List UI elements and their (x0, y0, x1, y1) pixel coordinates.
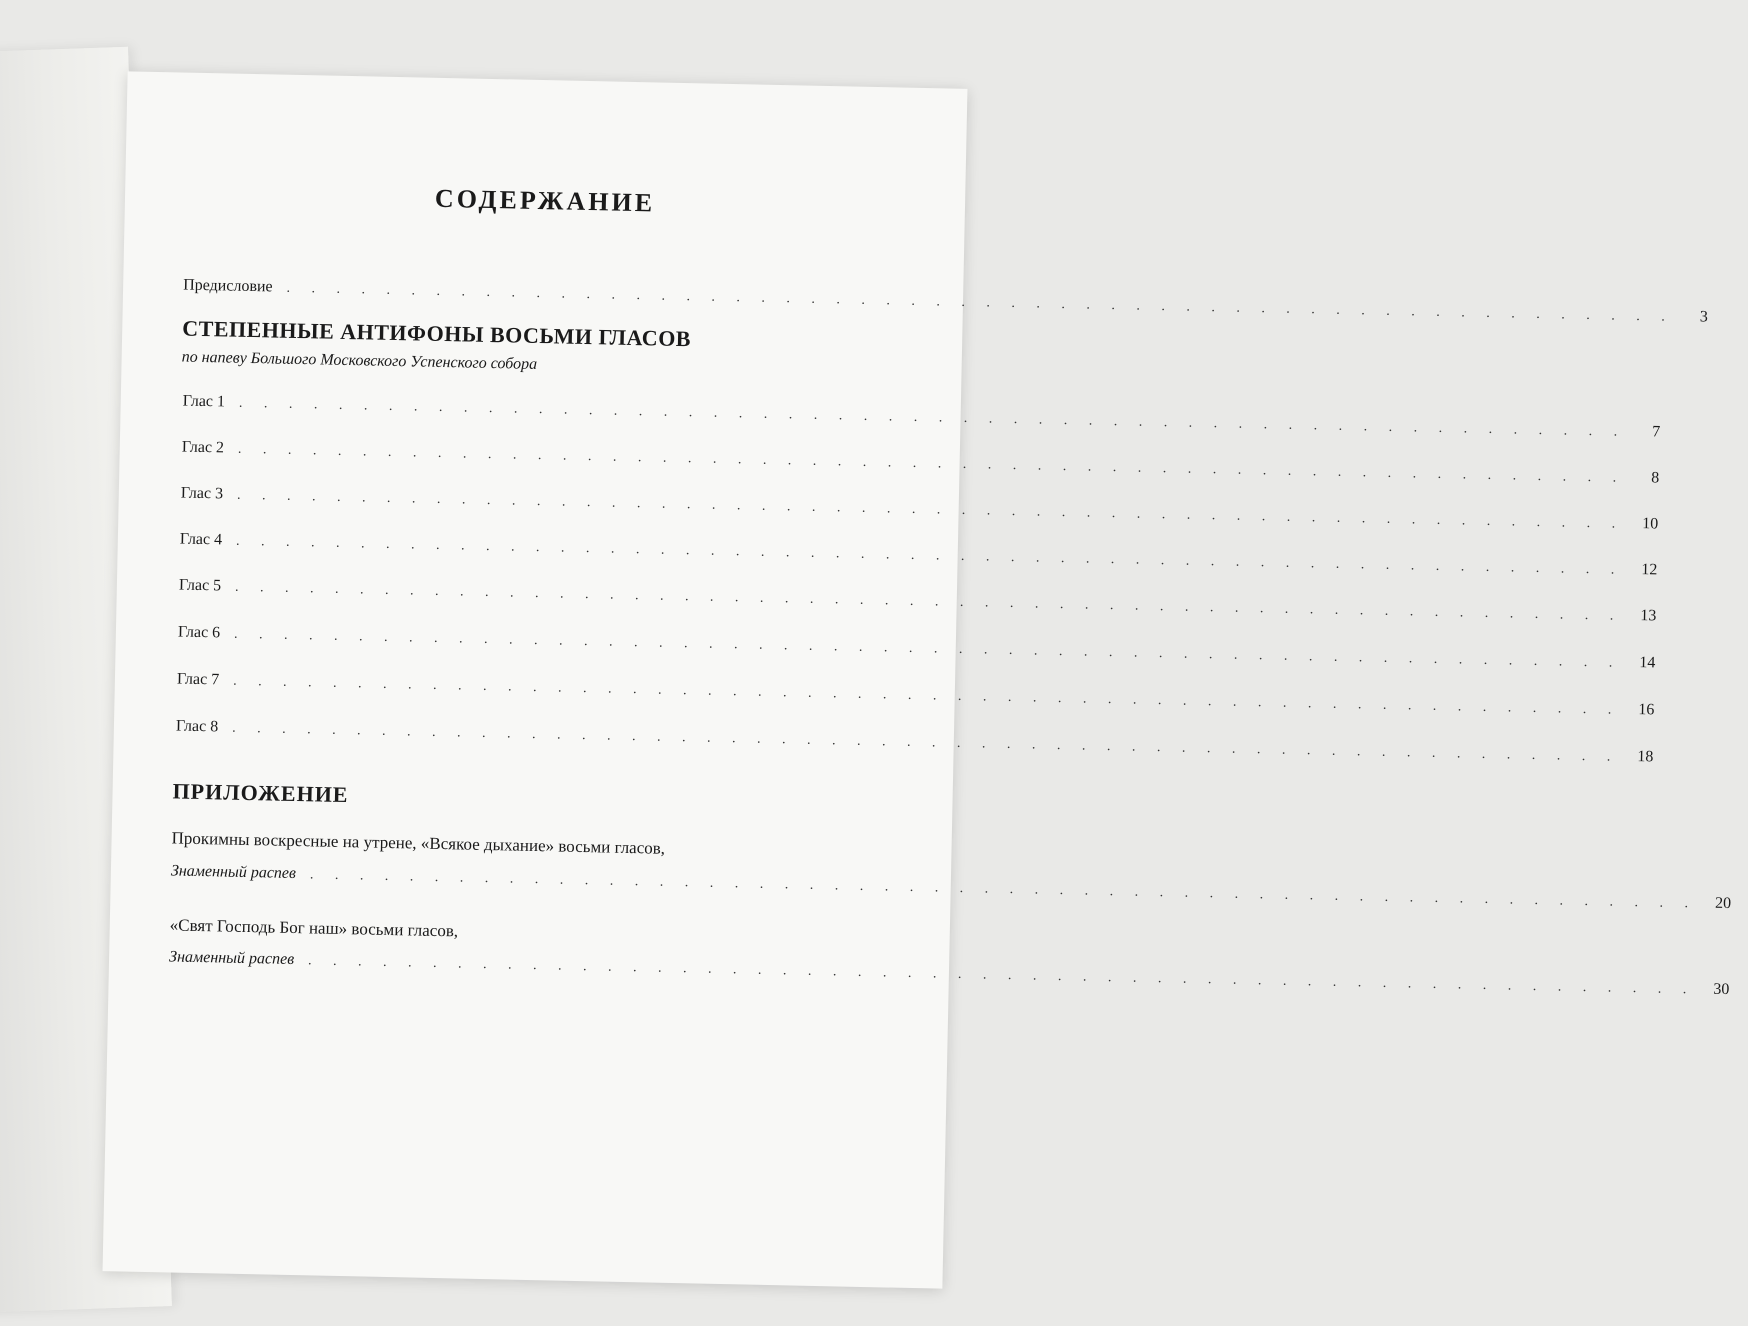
toc-page-number: 10 (1642, 515, 1659, 533)
appendix-entry-1-line-1: Прокимны воскресные на утрене, «Всякое дыхание» восьми гласов, (171, 828, 666, 858)
toc-label: Глас 4 (179, 530, 223, 549)
toc-label: Глас 6 (177, 623, 221, 642)
dot-leader: . . . . . . . . . . . . . . . . . . . . . . . . . . . . . . . . . . . . . . . . . . . . . . . . . . . . . . . . (232, 720, 1620, 765)
toc-label: Глас 7 (176, 670, 220, 689)
toc-label: Предисловие (183, 276, 273, 296)
toc-page-number: 8 (1651, 469, 1660, 487)
dot-leader: . . . . . . . . . . . . . . . . . . . . . . . . . . . . . . . . . . . . . . . . . . . . . . . . . . . . . . . . (234, 579, 1623, 624)
toc-page-number: 14 (1639, 654, 1656, 672)
toc-row-glas-2 (181, 438, 1660, 487)
toc-page-number: 3 (1699, 308, 1708, 326)
toc-page-number: 13 (1640, 607, 1657, 625)
toc-row-glas-1 (182, 392, 1661, 441)
dot-leader: . . . . . . . . . . . . . . . . . . . . . . . . . . . . . . . . . . . . . . . . . . . . . . . . . . . . . . . . (236, 487, 1625, 532)
dot-leader: . . . . . . . . . . . . . . . . . . . . . . . . . . . . . . . . . . . . . . . . . . . . . . . . . . . . . . . . (286, 280, 1674, 325)
toc-label: Глас 5 (178, 576, 222, 595)
toc-page-number: 30 (1713, 980, 1730, 999)
toc-label: Знаменный распев (168, 948, 295, 969)
toc-page-number: 20 (1714, 894, 1732, 913)
appendix-entry-1-line-2 (170, 862, 1732, 913)
toc-label: Глас 3 (180, 484, 224, 503)
toc-row-glas-3 (180, 484, 1659, 533)
book-page (103, 71, 1732, 1288)
dot-leader: . . . . . . . . . . . . . . . . . . . . . . . . . . . . . . . . . . . . . . . . . . . . . . . . . . . . . . . . (309, 867, 1698, 912)
toc-row-glas-5 (178, 576, 1657, 625)
toc-page-number: 12 (1641, 561, 1658, 579)
toc-label: Глас 8 (175, 717, 219, 736)
toc-row-glas-7 (176, 670, 1655, 719)
toc-page-number: 7 (1651, 423, 1661, 441)
toc-label: Глас 2 (181, 438, 225, 457)
table-of-contents (103, 71, 1732, 1288)
appendix-entry-2-line-1: «Свят Господь Бог наш» восьми гласов, (169, 915, 459, 941)
dot-leader: . . . . . . . . . . . . . . . . . . . . . . . . . . . . . . . . . . . . . . . . . . . . . . . . . . . . . . . . (233, 626, 1622, 671)
toc-row-glas-6 (177, 623, 1656, 672)
dot-leader: . . . . . . . . . . . . . . . . . . . . . . . . . . . . . . . . . . . . . . . . . . . . . . . . . . . . . . . . (238, 395, 1627, 440)
dot-leader: . . . . . . . . . . . . . . . . . . . . . . . . . . . . . . . . . . . . . . . . . . . . . . . . . . . . . . . . (237, 441, 1626, 486)
toc-row-preface (183, 276, 1708, 326)
dot-leader: . . . . . . . . . . . . . . . . . . . . . . . . . . . . . . . . . . . . . . . . . . . . . . . . . . . . . . . . (307, 953, 1696, 998)
page-title: СОДЕРЖАНИЕ (434, 183, 656, 218)
dot-leader: . . . . . . . . . . . . . . . . . . . . . . . . . . . . . . . . . . . . . . . . . . . . . . . . . . . . . . . . (232, 673, 1621, 718)
section-heading: СТЕПЕННЫЕ АНТИФОНЫ ВОСЬМИ ГЛАСОВ (182, 315, 692, 352)
toc-row-glas-8 (175, 717, 1654, 766)
toc-row-glas-4 (179, 530, 1658, 579)
appendix-heading: ПРИЛОЖЕНИЕ (172, 778, 349, 808)
section-subtitle: по напеву Большого Московского Успенского собора (181, 348, 538, 373)
appendix-entry-2-line-2 (168, 948, 1730, 999)
toc-label: Знаменный распев (170, 862, 297, 883)
dot-leader: . . . . . . . . . . . . . . . . . . . . . . . . . . . . . . . . . . . . . . . . . . . . . . . . . . . . . . . . (235, 533, 1624, 578)
toc-page-number: 16 (1638, 701, 1655, 719)
toc-label: Глас 1 (182, 392, 226, 411)
toc-page-number: 18 (1637, 748, 1654, 766)
